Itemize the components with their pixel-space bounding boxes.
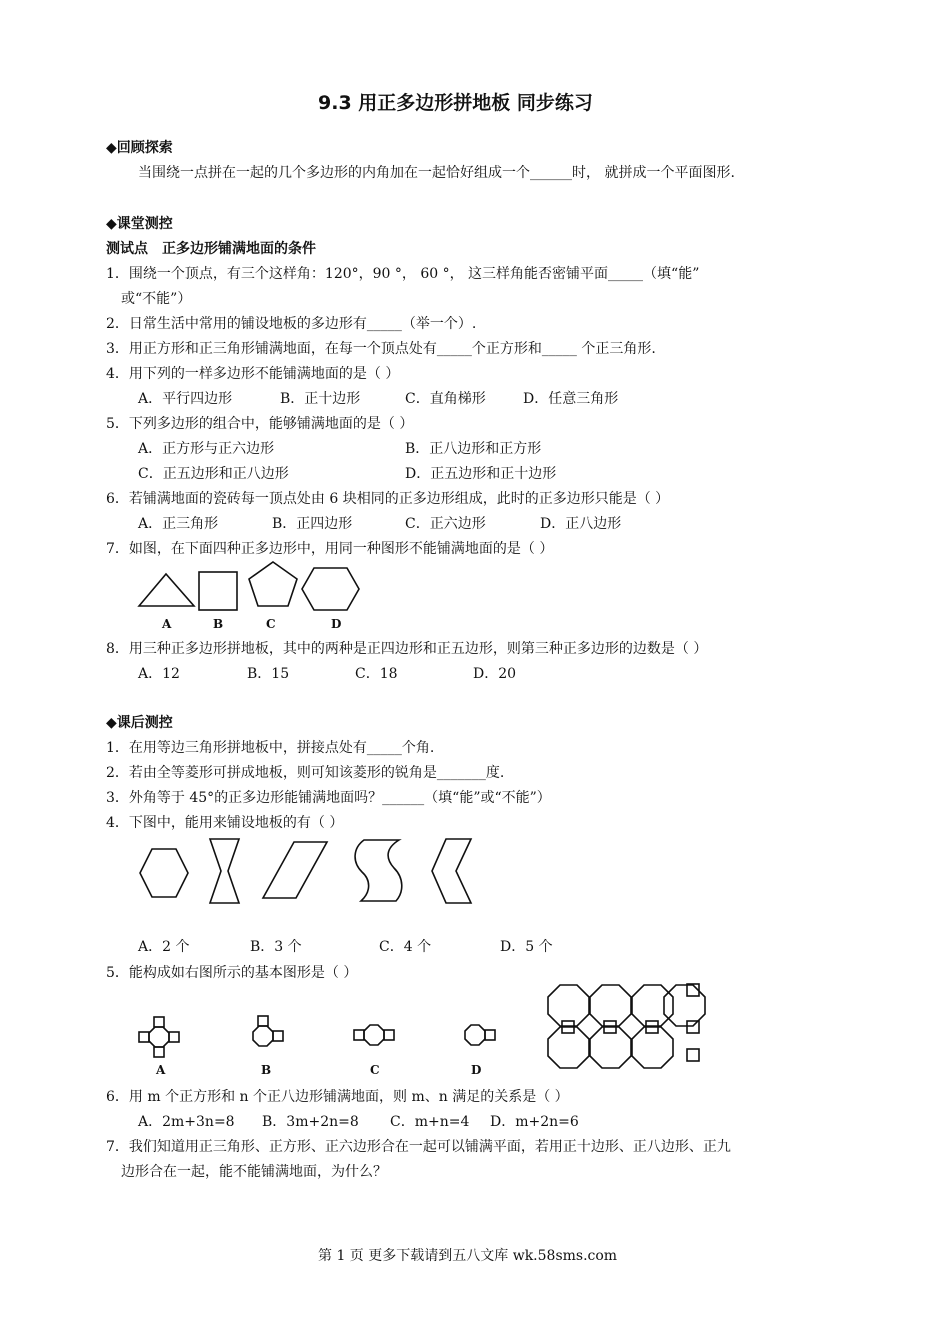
after-q5-options-figure <box>136 1010 506 1080</box>
q6-option-b: B．正四边形 <box>272 516 353 532</box>
tiling-figure <box>547 983 707 1075</box>
after-q5-label-b: B <box>261 1063 272 1077</box>
q6-option-d: D．正八边形 <box>540 516 622 532</box>
page-footer: 第 1 页 更多下载请到五八文库 wk.58sms.com <box>318 1248 618 1264</box>
q5-option-c: C．正五边形和正八边形 <box>138 466 289 482</box>
after-q4-figure <box>136 836 496 911</box>
triangle-shape <box>139 574 194 606</box>
classroom-subheading: 测试点 正多边形铺满地面的条件 <box>106 241 316 257</box>
chevron-tile-shape <box>432 839 471 903</box>
option-b-motif <box>253 1016 283 1046</box>
after-q5: 5．能构成如右图所示的基本图形是（ ） <box>106 965 358 981</box>
after-q4-option-a: A．2 个 <box>138 939 190 955</box>
q4-option-a: A．平行四边形 <box>138 391 233 407</box>
after-q3: 3．外角等于 45°的正多边形能铺满地面吗？______（填“能”或“不能”） <box>106 790 551 806</box>
after-heading: ◆课后测控 <box>106 715 173 731</box>
classroom-q1: 1．围绕一个顶点，有三个这样角：120°，90 °， 60 °， 这三样角能否密铺平面_____（填“能” <box>106 266 700 282</box>
classroom-q3: 3．用正方形和正三角形铺满地面，在每一个顶点处有_____个正方形和_____ 个正三角形. <box>106 341 656 357</box>
classroom-q2: 2．日常生活中常用的铺设地板的多边形有_____（举一个）. <box>106 316 477 332</box>
q8-option-b: B．15 <box>247 666 290 682</box>
hexagon-shape <box>302 568 359 610</box>
option-c-motif <box>354 1025 394 1045</box>
q5-option-d: D．正五边形和正十边形 <box>405 466 557 482</box>
after-q4: 4．下图中，能用来铺设地板的有（ ） <box>106 815 344 831</box>
option-d-motif <box>465 1025 495 1045</box>
classroom-q4: 4．用下列的一样多边形不能铺满地面的是（ ） <box>106 366 400 382</box>
classroom-heading: ◆课堂测控 <box>106 216 173 232</box>
classroom-q8: 8．用三种正多边形拼地板，其中的两种是正四边形和正五边形，则第三种正多边形的边数是（ ） <box>106 641 708 657</box>
option-a-motif <box>139 1017 179 1057</box>
classroom-q5: 5．下列多边形的组合中，能够铺满地面的是（ ） <box>106 416 414 432</box>
q6-option-a: A．正三角形 <box>138 516 219 532</box>
after-q6-option-a: A．2m+3n=8 <box>138 1114 235 1130</box>
after-q5-label-c: C <box>370 1063 380 1077</box>
tiling-octagons <box>548 985 705 1068</box>
review-text: 当围绕一点拼在一起的几个多边形的内角加在一起恰好组成一个______时， 就拼成一个平面图形. <box>138 165 735 181</box>
classroom-q1-cont: 或“不能”） <box>121 291 192 307</box>
after-q5-label-a: A <box>156 1063 166 1077</box>
page-title: 9.3 用正多边形拼地板 同步练习 <box>318 92 593 114</box>
pentagon-shape <box>249 562 297 606</box>
after-q2: 2．若由全等菱形可拼成地板，则可知该菱形的锐角是_______度. <box>106 765 505 781</box>
bowtie-tile-shape <box>210 839 239 903</box>
q4-option-c: C．直角梯形 <box>405 391 486 407</box>
q7-label-a: A <box>162 617 172 631</box>
after-q6-option-d: D．m+2n=6 <box>490 1114 579 1130</box>
q7-label-b: B <box>213 617 224 631</box>
square-shape <box>199 572 237 610</box>
q7-label-d: D <box>331 617 342 631</box>
q7-label-c: C <box>266 617 276 631</box>
after-q6-option-b: B．3m+2n=8 <box>262 1114 359 1130</box>
q8-option-c: C．18 <box>355 666 398 682</box>
q4-option-d: D．任意三角形 <box>523 391 619 407</box>
after-q4-option-d: D．5 个 <box>500 939 553 955</box>
after-q7: 7．我们知道用正三角形、正方形、正六边形合在一起可以铺满平面，若用正十边形、正八边形、正九 <box>106 1139 731 1155</box>
q4-option-b: B．正十边形 <box>280 391 361 407</box>
after-q4-option-b: B．3 个 <box>250 939 302 955</box>
q8-option-a: A．12 <box>138 666 180 682</box>
after-q7-cont: 边形合在一起，能不能铺满地面，为什么？ <box>121 1164 387 1180</box>
after-q6-option-c: C．m+n=4 <box>390 1114 470 1130</box>
q8-option-d: D．20 <box>473 666 517 682</box>
after-q4-option-c: C．4 个 <box>379 939 432 955</box>
q5-option-a: A．正方形与正六边形 <box>138 441 275 457</box>
q6-option-c: C．正六边形 <box>405 516 486 532</box>
review-heading: ◆回顾探索 <box>106 140 173 156</box>
after-q5-label-d: D <box>471 1063 482 1077</box>
parallelogram-tile-shape <box>263 842 327 898</box>
wavy-tile-shape <box>355 840 402 901</box>
hexagon-tile-shape <box>140 849 188 897</box>
after-q1: 1．在用等边三角形拼地板中，拼接点处有_____个角. <box>106 740 435 756</box>
after-q6: 6．用 m 个正方形和 n 个正八边形铺满地面，则 m、n 满足的关系是（ ） <box>106 1089 569 1105</box>
q5-option-b: B．正八边形和正方形 <box>405 441 542 457</box>
classroom-q7: 7．如图，在下面四种正多边形中，用同一种图形不能铺满地面的是（ ） <box>106 541 554 557</box>
q7-figure <box>136 560 376 635</box>
classroom-q6: 6．若铺满地面的瓷砖每一顶点处由 6 块相同的正多边形组成，此时的正多边形只能是（ ） <box>106 491 670 507</box>
